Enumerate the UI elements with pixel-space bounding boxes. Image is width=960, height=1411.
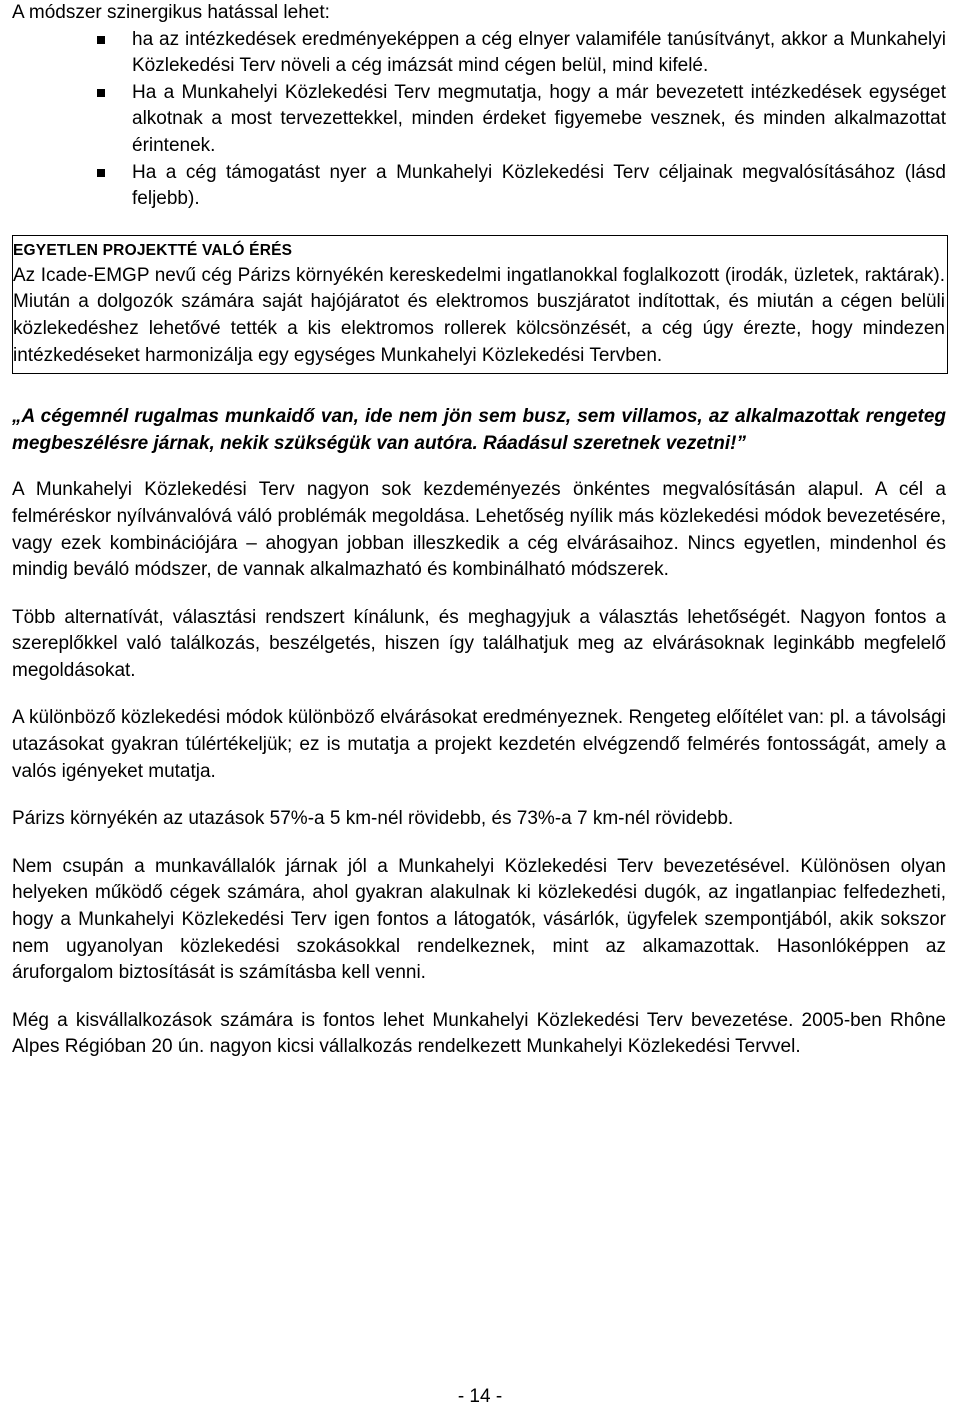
body-paragraph: A különböző közlekedési módok különböző elvárásokat eredményeznek. Rengeteg előítélet van: pl. a távolsági utazásokat gyakran túlértékeljük; ez is mutatja a projekt kezdetén elvégzendő felmérés fontosságát, amely a valós igényeket mutatja.: [12, 707, 946, 782]
square-bullet-icon: [97, 36, 105, 44]
body-paragraph: Nem csupán a munkavállalók járnak jól a Munkahelyi Közlekedési Terv bevezetésével. Különösen olyan helyeken működő cégek számára, ahol gyakran alakulnak ki közlekedési dugók, az ingatlanpiac felfedezheti, hogy a Munkahelyi Közlekedési Terv igen fontos a látogatók, vásárlók, ügyfelek szempontjából, akik sokszor nem ugyanolyan közlekedési szokásokkal rendelkeznek, mint az alkamazottak. Hasonlóképpen az áruforgalom biztosítását is számításba kell venni.: [12, 855, 946, 984]
bullet-text: ha az intézkedések eredményeképpen a cég elnyer valamiféle tanúsítványt, akkor a Munkahelyi Közlekedési Terv növeli a cég imázsát mind cégen belül, mind kifelé.: [132, 28, 946, 77]
case-study-box: [12, 235, 948, 374]
square-bullet-icon: [97, 169, 105, 177]
quote-text: „A cégemnél rugalmas munkaidő van, ide nem jön sem busz, sem villamos, az alkalmazottak rengeteg megbeszélésre járnak, nekik szükségük van autóra. Ráadásul szeretnek vezetni!”: [12, 406, 946, 454]
synergy-bullet-list: [12, 27, 946, 213]
intro-text: A módszer szinergikus hatással lehet:: [12, 2, 330, 23]
page-number: - 14 -: [457, 1386, 503, 1407]
document-page: [12, 0, 946, 1061]
bullet-item: [132, 27, 946, 80]
bullet-item: [132, 80, 946, 160]
square-bullet-icon: [97, 89, 105, 97]
body-paragraph: Még a kisvállalkozások számára is fontos lehet Munkahelyi Közlekedési Terv bevezetése. 2005-ben Rhône Alpes Régióban 20 ún. nagyon kicsi vállalkozás rendelkezett Munkahelyi Közlekedési Tervvel.: [12, 1009, 946, 1058]
body-paragraph: Párizs környékén az utazások 57%-a 5 km-nél rövidebb, és 73%-a 7 km-nél rövidebb.: [12, 808, 734, 830]
body-paragraph: A Munkahelyi Közlekedési Terv nagyon sok kezdeményezés önkéntes megvalósításán alapul. A cél a felméréskor nyílvánvalóvá váló problémák megoldása. Lehetőség nyílik más közlekedési módok bevezetésére, vagy ezek kombinációjára – ahogyan jobban illeszkedik a cég elvárásaihoz. Nincs egyetlen, mindenhol és mindig beváló módszer, de vannak alkalmazható és kombinálható módszerek.: [12, 479, 946, 581]
case-study-heading: EGYETLEN PROJEKTTÉ VALÓ ÉRÉS: [13, 241, 293, 259]
case-study-text: Az Icade-EMGP nevű cég Párizs környékén kereskedelmi ingatlanokkal foglalkozott (irodák, üzletek, raktárak). Miután a dolgozók számára saját hajójáratot és elektromos buszjáratot indítottak, és miután a cégen belüli közlekedéshez lehetővé tették a kis elektromos rollerek kölcsönzését, a cég úgy érezte, hogy mindezen intézkedéseket harmonizálja egy egységes Munkahelyi Közlekedési Tervben.: [13, 264, 945, 366]
bullet-text: Ha a Munkahelyi Közlekedési Terv megmutatja, hogy a már bevezetett intézkedések egységet alkotnak a most tervezettekkel, minden érdeket figyemebe vesznek, és minden alkalmazottat érintenek.: [132, 81, 946, 156]
bullet-item: [132, 160, 946, 213]
bullet-text: Ha a cég támogatást nyer a Munkahelyi Közlekedési Terv céljainak megvalósításához (lásd feljebb).: [132, 161, 946, 210]
body-paragraph: Több alternatívát, választási rendszert kínálunk, és meghagyjuk a választás lehetőségét. Nagyon fontos a szereplőkkel való találkozás, beszélgetés, hiszen így találhatjuk meg az elvárásoknak leginkább megfelelő megoldásokat.: [12, 606, 946, 681]
